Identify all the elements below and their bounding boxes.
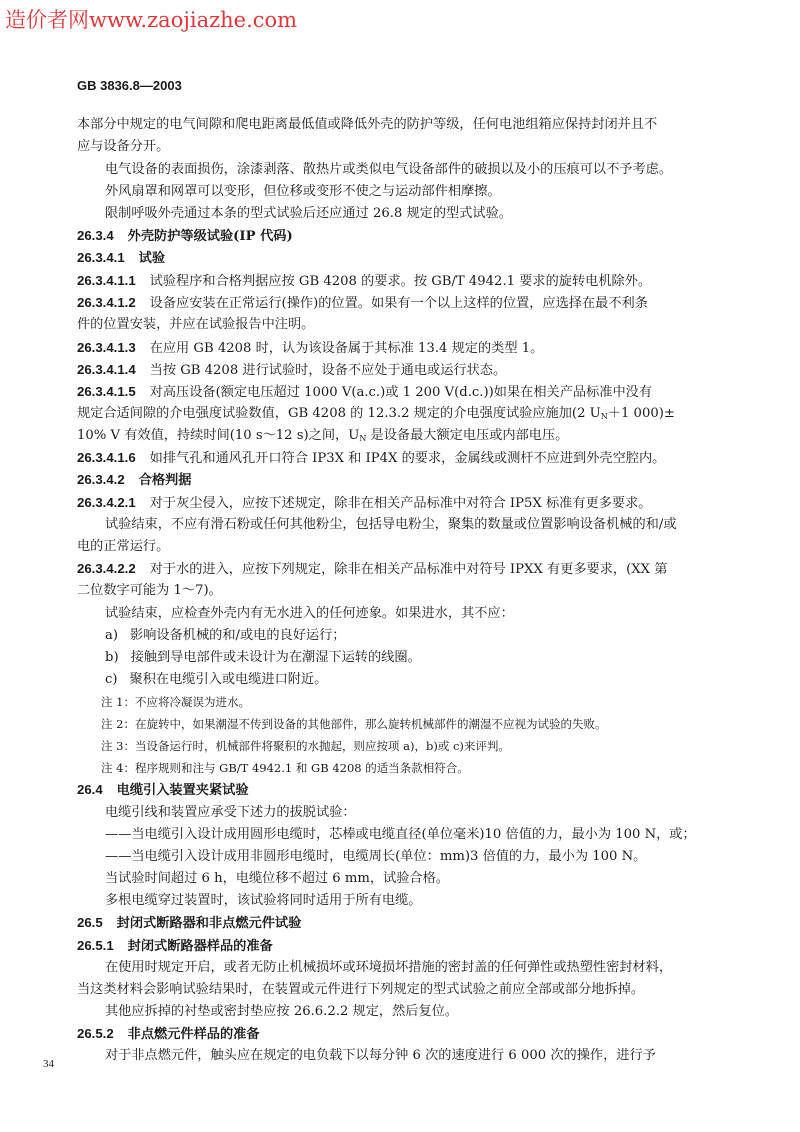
note-line bbox=[101, 716, 606, 732]
clause-number: 26.3.4.1.2 bbox=[77, 295, 136, 310]
text-line bbox=[77, 362, 506, 379]
line-text: 程序规则和注与 GB/T 4942.1 和 GB 4208 的适当条款相符合。 bbox=[134, 761, 469, 775]
section-heading bbox=[77, 1026, 260, 1043]
line-text: 电缆引线和装置应承受下述力的拔脱试验： bbox=[105, 805, 356, 820]
clause-number: 26.3.4.1.4 bbox=[77, 362, 136, 377]
text-line bbox=[105, 162, 672, 178]
line-text: 在旋转中，如果潮湿不传到设备的其他部件，那么旋转机械部件的潮湿不应视为试验的失败。 bbox=[134, 717, 607, 731]
clause-number: 26.3.4.1.3 bbox=[77, 340, 136, 355]
text-line bbox=[105, 1004, 458, 1020]
line-text: 试验 bbox=[138, 251, 166, 266]
clause-number: 26.5.1 bbox=[77, 938, 114, 953]
clause-number: 注 2： bbox=[101, 717, 135, 731]
note-line bbox=[101, 738, 510, 754]
line-text: 设备应安装在正常运行(操作)的位置。如果有一个以上这样的位置，应选择在最不利条 bbox=[149, 296, 648, 311]
section-heading bbox=[77, 250, 165, 267]
line-text: 10% V 有效值，持续时间(10 s～12 s)之间，$U_N$ 是设备最大额定电压或内部电压。 bbox=[77, 428, 569, 443]
clause-number: c) bbox=[105, 672, 118, 687]
line-text: 试验结束，应检查外壳内有无水进入的任何迹象。如果进水，其不应： bbox=[105, 606, 514, 621]
line-text: 封闭式断路器和非点燃元件试验 bbox=[116, 916, 302, 931]
line-text: 二位数字可能为 1～7)。 bbox=[77, 583, 222, 598]
line-text: 试验程序和合格判据应按 GB 4208 的要求。按 GB/T 4942.1 要求的旋转电机除外。 bbox=[149, 274, 652, 289]
line-text: 电气设备的表面损伤，涂漆剥落、散热片或类似电气设备部件的破损以及小的压痕可以不予考虑。 bbox=[105, 162, 673, 177]
line-text: 应与设备分开。 bbox=[77, 139, 170, 154]
line-text: 规定合适间隙的介电强度试验数值，GB 4208 的 12.3.2 规定的介电强度试验应施加(2 $U_N+1$ 000)± bbox=[77, 406, 675, 421]
text-line bbox=[77, 317, 314, 333]
line-text: 电缆引入装置夹紧试验 bbox=[116, 783, 249, 798]
line-text: 对于灰尘侵入，应按下述规定，除非在相关产品标准中对符合 IP5X 标准有更多要求。 bbox=[149, 496, 652, 511]
section-heading bbox=[77, 915, 301, 932]
text-line bbox=[77, 139, 169, 155]
text-line bbox=[105, 184, 501, 200]
line-text: 在使用时规定开启，或者无防止机械损坏或环境损坏措施的密封盖的任何弹性或热塑性密封材料， bbox=[105, 960, 673, 975]
clause-number: 26.4 bbox=[77, 782, 103, 797]
text-line bbox=[77, 295, 648, 312]
clause-number: 26.3.4.1.6 bbox=[77, 450, 136, 465]
text-line bbox=[77, 406, 675, 425]
line-text: 件的位置安装，并应在试验报告中注明。 bbox=[77, 317, 315, 332]
note-line bbox=[101, 694, 250, 710]
line-text: 外壳防护等级试验(IP 代码) bbox=[127, 229, 293, 244]
section-heading bbox=[77, 938, 273, 955]
line-text: 外风扇罩和网罩可以变形，但位移或变形不使之与运动部件相摩擦。 bbox=[105, 184, 501, 199]
document-code: GB 3836.8—2003 bbox=[77, 78, 182, 93]
text-line bbox=[105, 805, 356, 821]
line-text: 非点燃元件样品的准备 bbox=[127, 1027, 260, 1042]
list-item bbox=[105, 650, 421, 666]
text-line bbox=[105, 517, 677, 533]
text-line bbox=[105, 849, 646, 865]
line-text: 如排气孔和通风孔开口符合 IP3X 和 IP4X 的要求，金属线或测杆不应进到外壳空腔内。 bbox=[149, 451, 666, 466]
line-text: 电的正常运行。 bbox=[77, 539, 170, 554]
line-text: 试验结束，不应有滑石粉或任何其他粉尘，包括导电粉尘，聚集的数量或位置影响设备机械的和/或 bbox=[105, 517, 677, 532]
clause-number: 26.3.4.1.5 bbox=[77, 384, 136, 399]
line-text: 限制呼吸外壳通过本条的型式试验后还应通过 26.8 规定的型式试验。 bbox=[105, 206, 512, 221]
text-line bbox=[77, 117, 657, 133]
text-line bbox=[105, 893, 422, 909]
line-text: 封闭式断路器样品的准备 bbox=[127, 939, 273, 954]
text-line bbox=[77, 539, 169, 555]
line-text: 对高压设备(额定电压超过 1000 V(a.c.)或 1 200 V(d.c.))如果在相关产品标准中没有 bbox=[149, 385, 653, 400]
clause-number: 注 3： bbox=[101, 739, 135, 753]
clause-number: b) bbox=[105, 650, 119, 665]
list-item bbox=[105, 672, 327, 688]
line-text: 合格判据 bbox=[138, 473, 192, 488]
clause-number: 26.3.4.2.2 bbox=[77, 561, 136, 576]
line-text: 当设备运行时，机械部件将聚积的水抛起，则应按项 a)，b)或 c)来评判。 bbox=[134, 739, 510, 753]
text-line bbox=[77, 450, 665, 467]
line-text: 聚积在电缆引入或电缆进口附近。 bbox=[129, 672, 328, 687]
line-text: 在应用 GB 4208 时，认为该设备属于其标准 13.4 规定的类型 1。 bbox=[149, 341, 544, 356]
line-text: ——当电缆引入设计成用非圆形电缆时，电缆周长(单位：mm)3 倍值的力，最小为 100 N。 bbox=[105, 849, 647, 864]
text-line bbox=[77, 428, 568, 447]
line-text: 其他应拆掉的衬垫或密封垫应按 26.6.2.2 规定，然后复位。 bbox=[105, 1004, 459, 1019]
line-text: 对于非点燃元件，触头应在规定的电负载下以每分钟 6 次的速度进行 6 000 次的操作，进行予 bbox=[105, 1048, 656, 1063]
text-line bbox=[105, 827, 696, 843]
section-heading bbox=[77, 472, 191, 489]
clause-number: a) bbox=[105, 628, 119, 643]
line-text: 当这类材料会影响试验结果时，在装置或元件进行下列规定的型式试验之前应全部或部分地拆掉。 bbox=[77, 982, 645, 997]
note-line bbox=[101, 760, 469, 776]
text-line bbox=[77, 384, 652, 401]
text-line bbox=[77, 982, 644, 998]
line-text: 对于水的进入，应按下列规定，除非在相关产品标准中对符号 IPXX 有更多要求，(XX 第 bbox=[149, 562, 668, 577]
clause-number: 26.3.4.2.1 bbox=[77, 495, 136, 510]
section-heading bbox=[77, 782, 249, 799]
clause-number: 26.3.4.1 bbox=[77, 250, 125, 265]
watermark: 造价者网www.zaojiazhe.com bbox=[5, 8, 298, 32]
clause-number: 26.3.4 bbox=[77, 228, 114, 243]
text-line bbox=[105, 206, 512, 222]
line-text: 不应将冷凝误为进水。 bbox=[134, 695, 250, 709]
line-text: 影响设备机械的和/或电的良好运行； bbox=[130, 628, 346, 643]
section-heading bbox=[77, 228, 293, 245]
text-line bbox=[77, 583, 222, 599]
clause-number: 注 1： bbox=[101, 695, 135, 709]
text-line bbox=[77, 561, 667, 578]
text-line bbox=[105, 960, 672, 976]
line-text: ——当电缆引入设计成用圆形电缆时，芯棒或电缆直径(单位毫米)10 倍值的力，最小为 100 N，或； bbox=[105, 827, 696, 842]
clause-number: 26.5 bbox=[77, 915, 103, 930]
list-item bbox=[105, 628, 345, 644]
text-line bbox=[105, 606, 514, 622]
text-line bbox=[77, 495, 651, 512]
clause-number: 注 4： bbox=[101, 761, 135, 775]
text-line bbox=[105, 1048, 656, 1064]
page-number: 34 bbox=[43, 1058, 54, 1070]
line-text: 本部分中规定的电气间隙和爬电距离最低值或降低外壳的防护等级，任何电池组箱应保持封闭并且不 bbox=[77, 117, 658, 132]
clause-number: 26.5.2 bbox=[77, 1026, 114, 1041]
clause-number: 26.3.4.2 bbox=[77, 472, 125, 487]
text-line bbox=[105, 871, 449, 887]
text-line bbox=[77, 273, 651, 290]
line-text: 多根电缆穿过装置时，该试验将同时适用于所有电缆。 bbox=[105, 893, 422, 908]
line-text: 当按 GB 4208 进行试验时，设备不应处于通电或运行状态。 bbox=[149, 363, 507, 378]
clause-number: 26.3.4.1.1 bbox=[77, 273, 136, 288]
line-text: 当试验时间超过 6 h，电缆位移不超过 6 mm，试验合格。 bbox=[105, 871, 449, 886]
text-line bbox=[77, 340, 543, 357]
line-text: 接触到导电部件或未设计为在潮湿下运转的线圈。 bbox=[130, 650, 421, 665]
